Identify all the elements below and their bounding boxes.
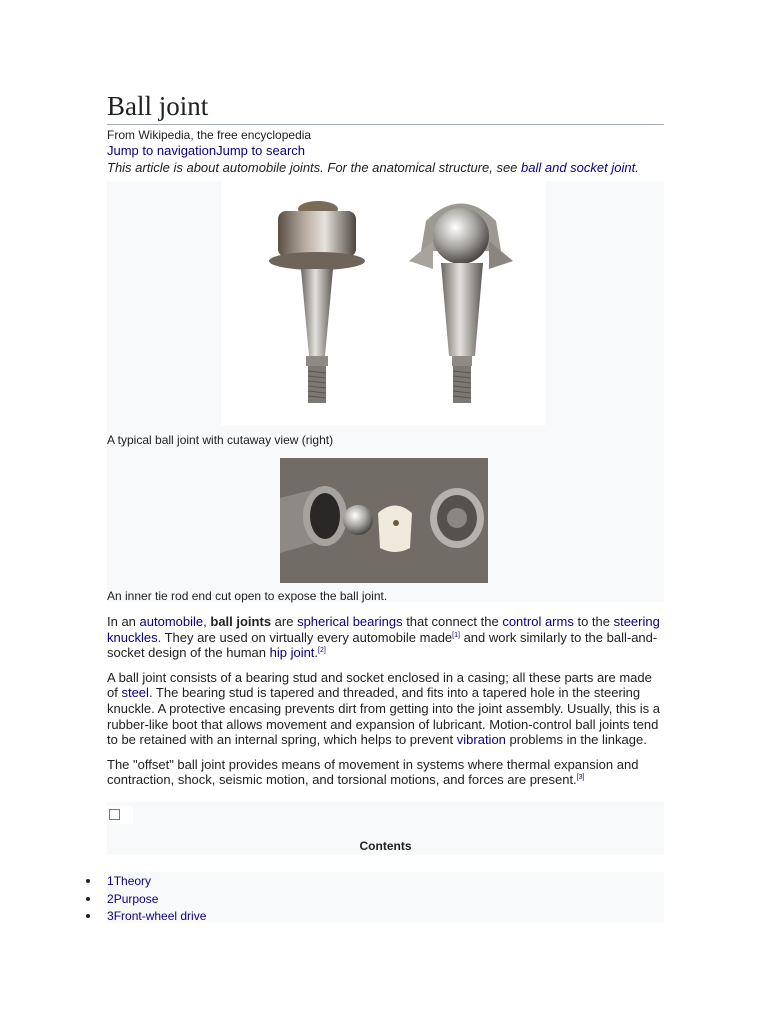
vibration-link[interactable]: vibration <box>456 732 506 748</box>
toc-number: 3 <box>107 909 114 924</box>
hatnote-text: This article is about automobile joints. For the anatomical structure, see <box>107 160 522 175</box>
hatnote-end: . <box>635 160 639 175</box>
reference-2-link[interactable]: [2] <box>318 647 326 655</box>
toc-number: 1 <box>107 873 114 888</box>
text: . <box>314 645 319 661</box>
text: . The bearing stud is tapered and threaded, and fits into a tapered hole in the steering knuckle. A protective encasing prevents dirt from getting into the joint assembly. Usually, this is a rubber-like boot that allows movement and expansion of lubricant. Motion-control ball joints tend to be retained with an internal spring, which helps to prevent <box>107 685 661 748</box>
toc-title: Contents <box>359 838 412 853</box>
bullet-icon <box>86 879 90 883</box>
page-title: Ball joint <box>107 90 664 125</box>
figure-caption-2: An inner tie rod end cut open to expose the ball joint. <box>107 589 388 603</box>
text: In an <box>107 614 140 629</box>
text: are <box>271 614 298 629</box>
text: and work similarly to the ball-and-socket design of the human <box>107 629 658 661</box>
bullet-icon <box>86 914 90 918</box>
ball-and-socket-joint-link[interactable]: ball and socket joint <box>521 160 636 175</box>
article-content <box>107 90 664 923</box>
bullet-icon <box>86 897 90 901</box>
toc-list <box>107 872 664 923</box>
text: A ball joint consists of a bearing stud and socket enclosed in a casing; all these parts are made of <box>107 669 652 701</box>
offset-paragraph <box>107 757 664 788</box>
text: The "offset" ball joint provides means of movement in systems where thermal expansion and contraction, shock, seismic motion, and torsional motions, and forces are present. <box>107 756 639 788</box>
tie-rod-end-image[interactable] <box>280 458 488 583</box>
spherical-bearings-link[interactable]: spherical bearings <box>297 614 403 629</box>
toc-item-purpose[interactable] <box>107 892 158 906</box>
control-arms-link[interactable]: control arms <box>502 614 574 629</box>
text: , <box>203 614 211 629</box>
toc-item-front-wheel-drive[interactable] <box>107 909 206 923</box>
text: to the <box>573 614 614 629</box>
toc-label: Purpose <box>113 891 159 906</box>
jump-to-search-link[interactable]: Jump to search <box>216 143 305 158</box>
toc-label: Theory <box>113 873 152 888</box>
reference-3-link[interactable]: [3] <box>576 774 585 782</box>
hip-joint-link[interactable]: hip joint <box>269 645 315 661</box>
intro-paragraph <box>107 614 664 661</box>
jump-to-navigation-link[interactable]: Jump to navigation <box>107 143 217 158</box>
toc-checkbox-icon[interactable] <box>109 809 120 820</box>
toc-item[interactable] <box>107 907 664 925</box>
reference-1-link[interactable]: [1] <box>452 631 460 639</box>
steering-knuckles-link[interactable]: steering knuckles <box>107 614 660 645</box>
toc-number: 2 <box>107 891 114 906</box>
table-of-contents <box>107 802 664 855</box>
hatnote <box>107 160 664 176</box>
construction-paragraph <box>107 670 664 748</box>
toc-item[interactable] <box>107 890 664 908</box>
automobile-link[interactable]: automobile <box>139 614 204 629</box>
text: that connect the <box>402 614 503 629</box>
steel-link[interactable]: steel <box>121 685 149 701</box>
toc-label: Front-wheel drive <box>113 909 207 924</box>
text: problems in the linkage. <box>505 732 647 748</box>
toc-item[interactable] <box>107 872 664 890</box>
jump-links <box>107 143 664 159</box>
toc-item-theory[interactable] <box>107 874 151 888</box>
text: . They are used on virtually every automobile made <box>157 629 453 645</box>
toc-toggle[interactable] <box>107 806 133 824</box>
site-tagline: From Wikipedia, the free encyclopedia <box>107 128 312 142</box>
figure-caption-1: A typical ball joint with cutaway view (right) <box>107 433 334 447</box>
bold-term: ball joints <box>210 614 272 629</box>
figure-container <box>107 181 664 602</box>
ball-joint-image[interactable] <box>221 181 546 425</box>
